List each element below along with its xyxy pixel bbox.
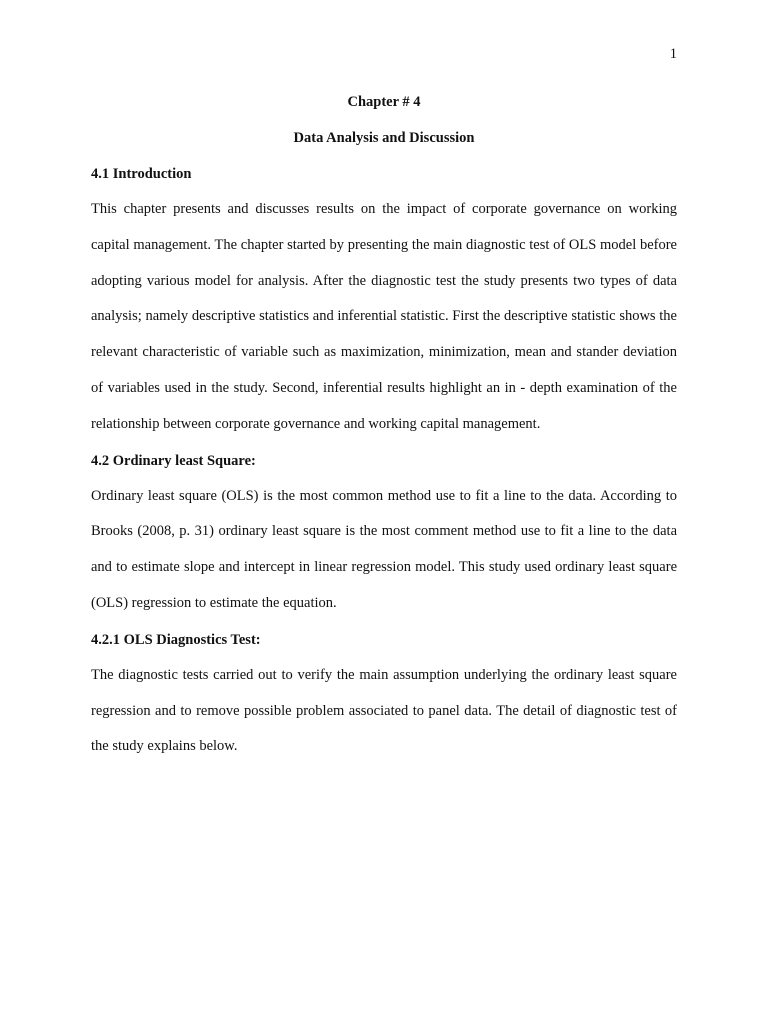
document-body [91,84,677,765]
chapter-label: Chapter # 4 [347,94,421,110]
section-paragraph-ols: Ordinary least square (OLS) is the most common method use to fit a line to the data. According to Brooks (2008, p. 31) ordinary least square is the most comment method use to fit a line to the data and to estimate slope and intercept in linear regression model. This study used ordinary least square (OLS) regression to estimate the equation. [91,487,677,611]
section-paragraph-introduction: This chapter presents and discusses results on the impact of corporate governance on working capital management. The chapter started by presenting the main diagnostic test of OLS model before adopting various model for analysis. After the diagnostic test the study presents two types of data analysis; namely descriptive statistics and inferential statistic. First the descriptive statistic shows the relevant characteristic of variable such as maximization, minimization, mean and stander deviation of variables used in the study. Second, inferential results highlight an in - depth examination of the relationship between corporate governance and working capital management. [91,201,677,432]
section-heading-ols: 4.2 Ordinary least Square: [91,452,256,469]
chapter-title: Data Analysis and Discussion [293,130,475,146]
page-number: 1 [669,46,677,62]
section-heading-introduction: 4.1 Introduction [91,166,192,182]
section-paragraph-diagnostics: The diagnostic tests carried out to verify the main assumption underlying the ordinary least square regression and to remove possible problem associated to panel data. The detail of diagnostic test of the study explains below. [91,666,677,755]
section-heading-diagnostics: 4.2.1 OLS Diagnostics Test: [91,631,261,648]
